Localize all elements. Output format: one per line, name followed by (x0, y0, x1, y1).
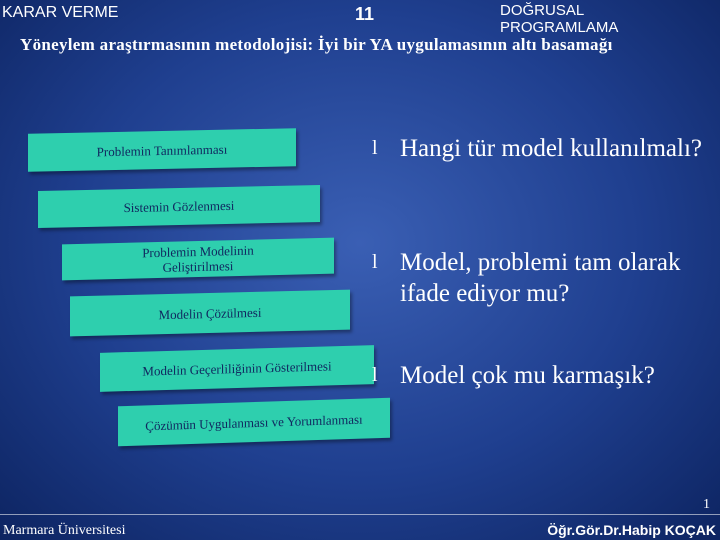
header-right-line1: DOĞRUSAL (500, 2, 585, 19)
step-5 (100, 345, 374, 392)
slide-number: 11 (355, 4, 375, 24)
step-1-label: Problemin Tanımlanması (96, 141, 228, 159)
header-right-line2: PROGRAMLAMA (500, 19, 619, 36)
bullet-dot-icon: l (372, 364, 378, 386)
step-3 (62, 238, 334, 281)
step-6 (118, 398, 390, 447)
step-4-label: Modelin Çözülmesi (158, 304, 262, 322)
footer-left-label: Marmara Üniversitesi (3, 523, 126, 538)
step-5-label: Modelin Geçerliliğinin Gösterilmesi (142, 358, 332, 379)
bullet-3-text: Model çok mu karmaşık? (400, 362, 655, 389)
step-4 (70, 290, 350, 337)
bullet-dot-icon: l (372, 137, 378, 159)
header-left-label: KARAR VERME (2, 4, 119, 21)
step-6-label: Çözümün Uygulanması ve Yorumlanması (145, 411, 363, 433)
footer-divider (0, 514, 720, 515)
slide-title: Yöneylem araştırmasının metodolojisi: İyi bir YA uygulamasının altı basamağı (20, 35, 613, 54)
page-number: 1 (703, 497, 710, 512)
bullet-2-text: Model, problemi tam olarak ifade ediyor mu? (400, 249, 681, 307)
step-1 (28, 128, 296, 172)
header-right-label (500, 2, 618, 36)
bullet-1 (372, 133, 702, 164)
bullet-dot-icon: l (372, 251, 378, 273)
bullet-1-text: Hangi tür model kullanılmalı? (400, 135, 703, 162)
step-2-label: Sistemin Gözlenmesi (123, 197, 235, 216)
footer-right-label: Öğr.Gör.Dr.Habip KOÇAK (547, 522, 716, 538)
bullet-2 (372, 247, 702, 309)
step-2 (38, 185, 320, 228)
step-3-label: Problemin Modelinin Geliştirilmesi (142, 242, 254, 275)
bullet-3 (372, 360, 702, 391)
